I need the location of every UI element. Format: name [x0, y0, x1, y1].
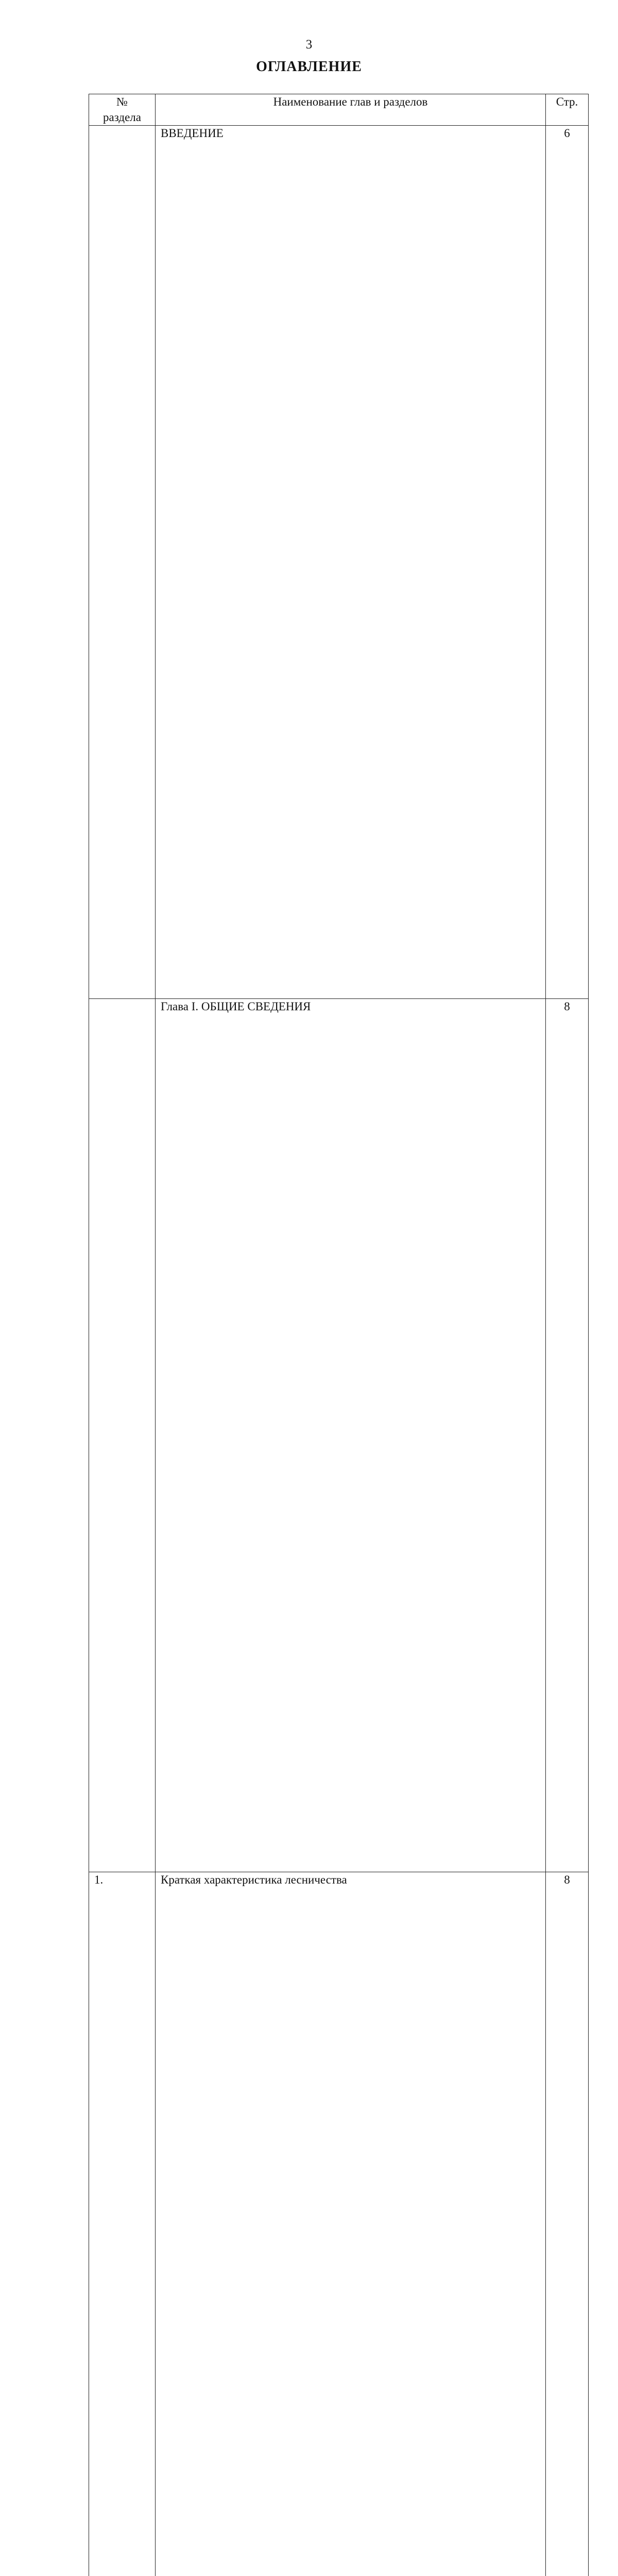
toc-row — [89, 999, 589, 1872]
toc-section-name: Краткая характеристика лесничества — [156, 1872, 546, 2576]
header-section-name: Наименование глав и разделов — [156, 94, 546, 126]
toc-page-number: 8 — [546, 999, 589, 1872]
toc-section-name: Глава I. ОБЩИЕ СВЕДЕНИЯ — [156, 999, 546, 1872]
toc-page-number: 6 — [546, 126, 589, 999]
toc-section-number: 1. — [89, 1872, 156, 2576]
page-title: ОГЛАВЛЕНИЕ — [0, 58, 618, 76]
toc-header-row — [89, 94, 589, 126]
toc-row — [89, 126, 589, 999]
header-page: Стр. — [546, 94, 589, 126]
document-page — [0, 0, 618, 873]
toc-section-number — [89, 126, 156, 999]
header-num-label: № раздела — [103, 95, 141, 124]
toc-section-number — [89, 999, 156, 1872]
toc-body — [89, 126, 589, 2576]
toc-page-number: 8 — [546, 1872, 589, 2576]
page-number: 3 — [0, 37, 618, 53]
toc-row — [89, 1872, 589, 2576]
header-section-number — [89, 94, 156, 126]
toc-section-name: ВВЕДЕНИЕ — [156, 126, 546, 999]
toc-table — [89, 94, 589, 2576]
